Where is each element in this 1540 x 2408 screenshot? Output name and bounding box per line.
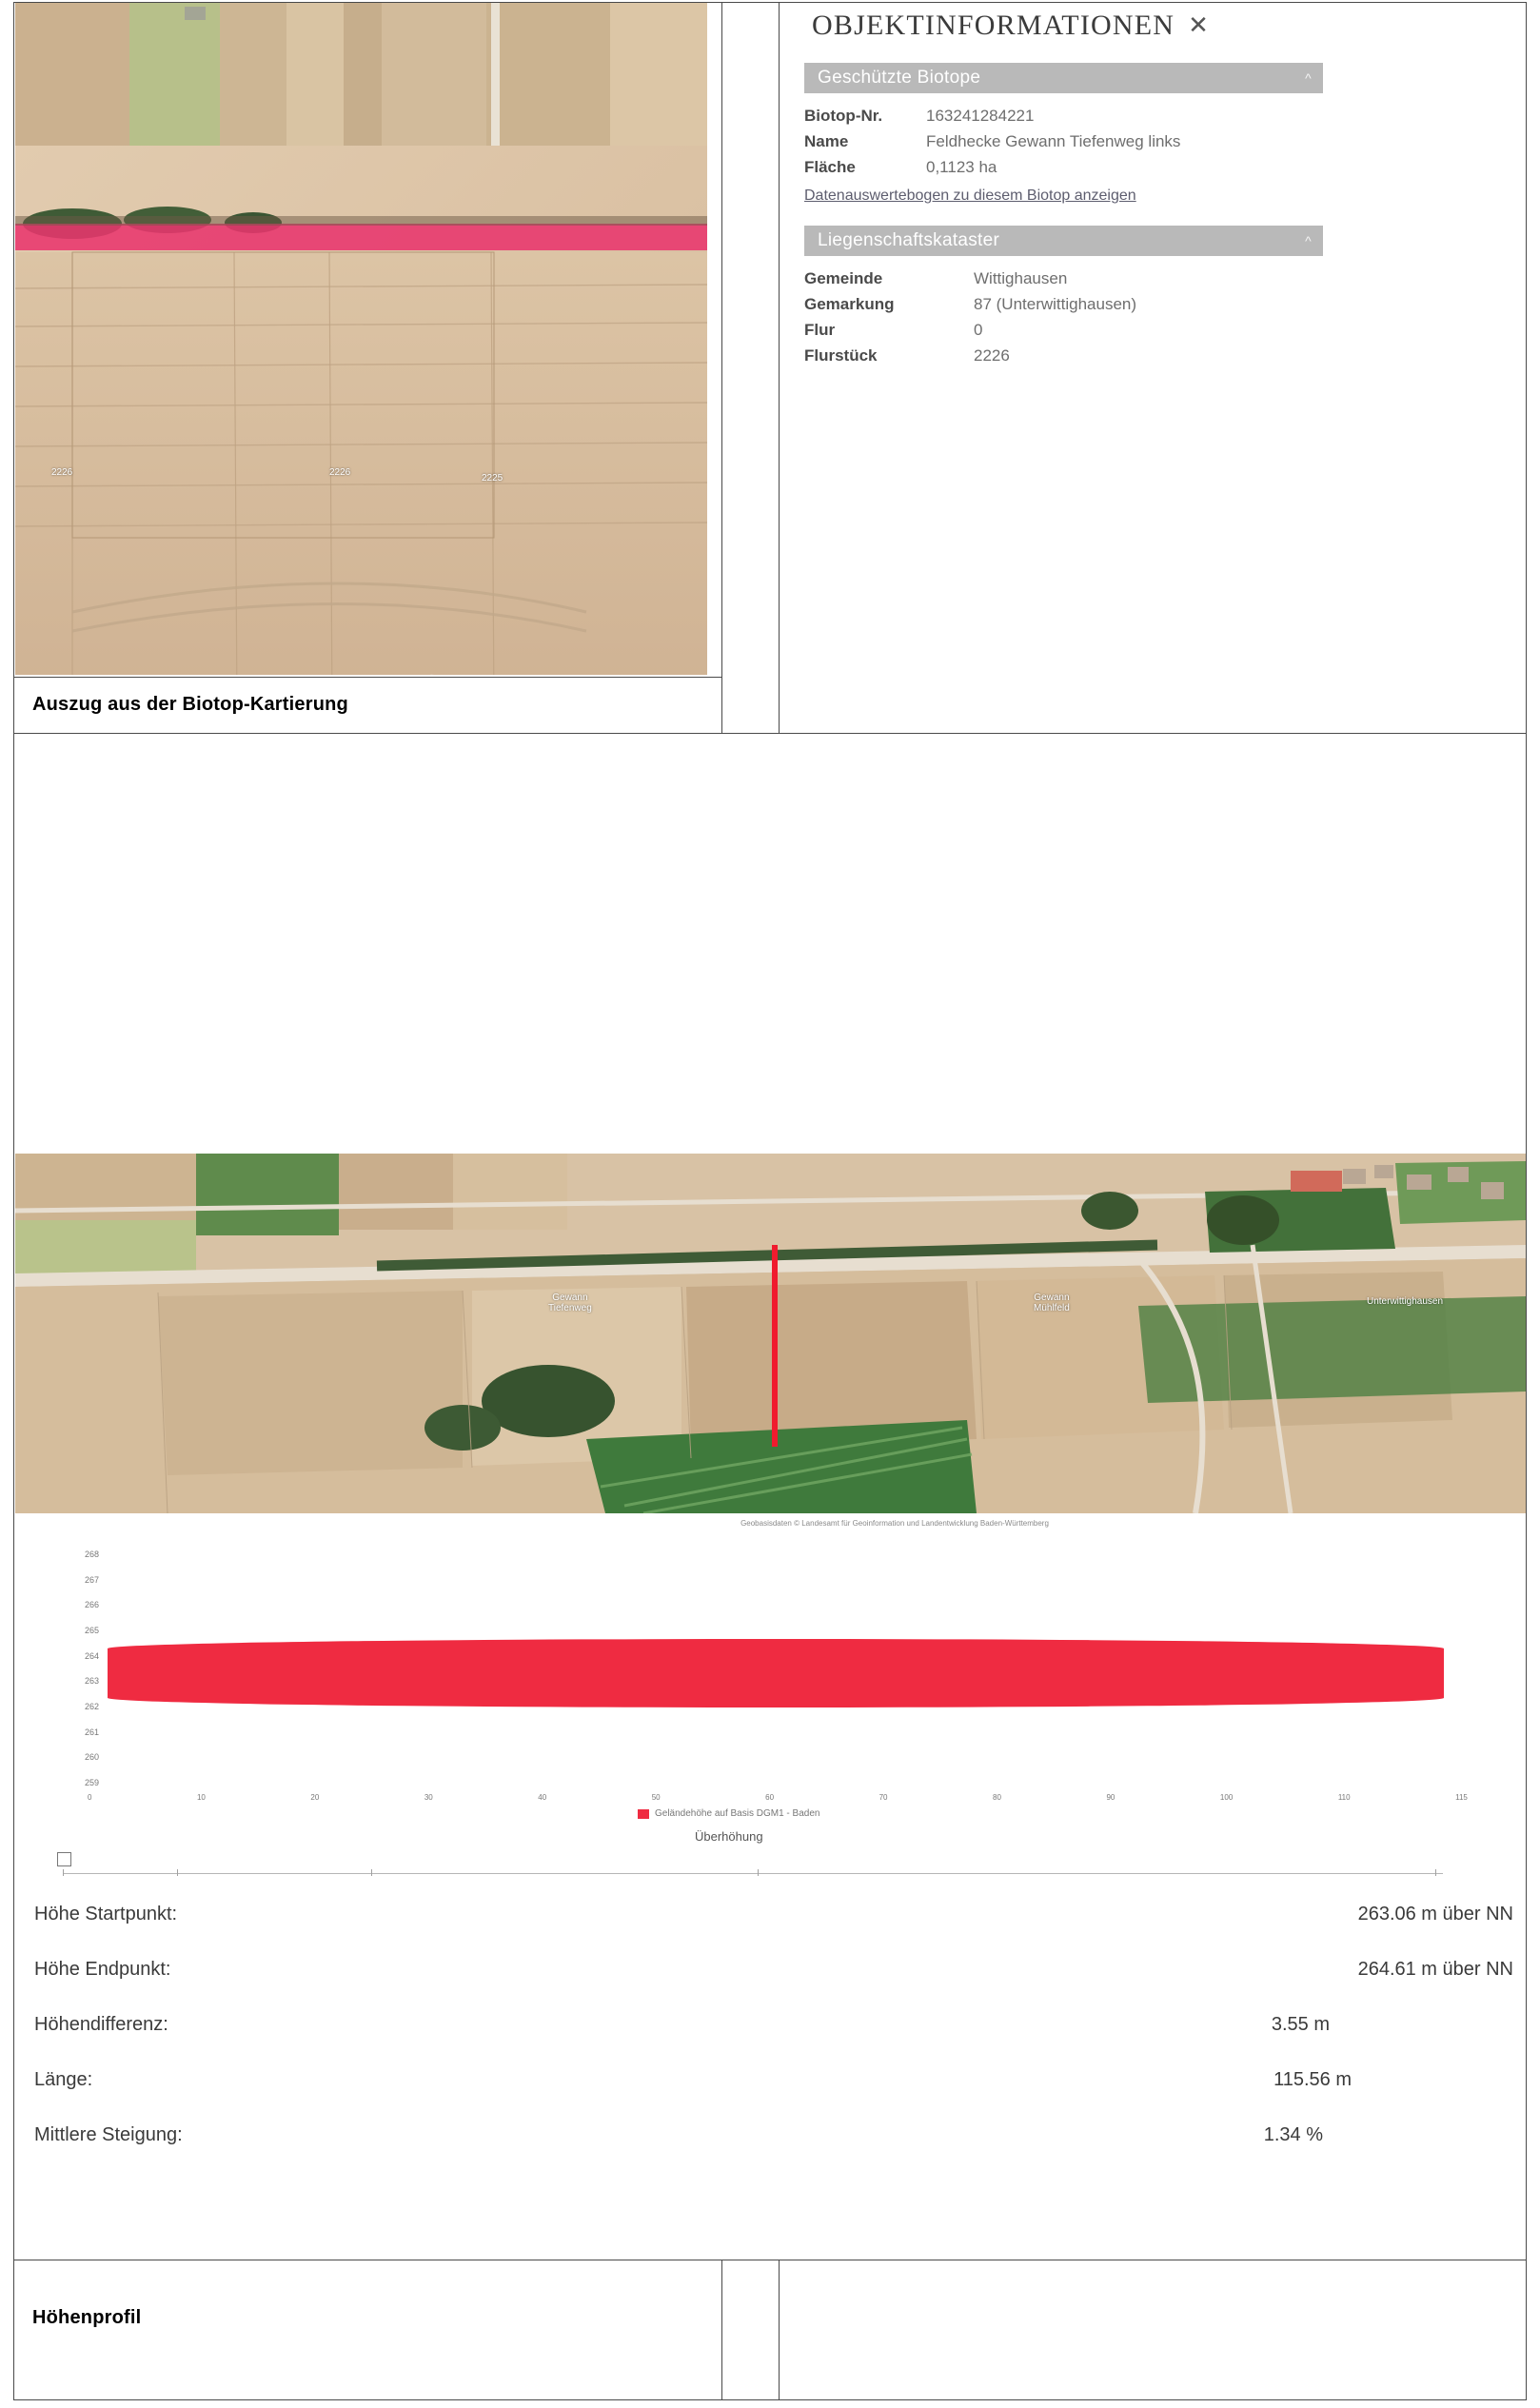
table-vline-left-bottom [721, 2260, 722, 2399]
detail-value: 2226 [974, 346, 1010, 365]
table-vline-left [721, 3, 722, 734]
slider-tick [371, 1869, 372, 1876]
parcel-label-1: 2226 [51, 467, 73, 478]
detail-value: 0,1123 ha [926, 158, 997, 176]
detail-key: Fläche [804, 158, 856, 176]
aerial-map-profile-image [15, 1154, 1526, 1513]
detail-key: Biotop-Nr. [804, 107, 883, 125]
detail-key: Gemarkung [804, 295, 895, 313]
profile-stats-table [34, 1904, 1519, 2180]
section-header-geschuetzte-biotope[interactable] [804, 63, 1323, 93]
x-tick: 20 [310, 1793, 320, 1802]
stats-value: 3.55 m [1271, 2014, 1330, 2035]
object-information-panel [804, 10, 1513, 676]
x-tick: 80 [993, 1793, 1001, 1802]
detail-key: Flur [804, 321, 836, 339]
x-tick: 50 [651, 1793, 661, 1802]
stats-label: Höhe Endpunkt: [34, 1959, 171, 1980]
y-tick: 268 [84, 1549, 99, 1559]
table-vline-right-bottom [779, 2260, 780, 2399]
height-profile-chart [29, 1523, 1513, 1885]
chart-x-axis-labels [88, 1793, 1468, 1802]
detail-row [804, 266, 1513, 291]
y-tick: 260 [84, 1752, 99, 1763]
x-tick: 40 [538, 1793, 547, 1802]
detail-row [804, 317, 1513, 343]
parcel-label-2: 2226 [329, 467, 351, 478]
detail-row [804, 103, 1513, 128]
stats-value: 115.56 m [1273, 2069, 1352, 2090]
x-tick: 100 [1219, 1793, 1234, 1802]
stats-label: Höhe Startpunkt: [34, 1904, 178, 1924]
legend-label: Geländehöhe auf Basis DGM1 - Baden [655, 1808, 820, 1819]
caption-biotop-kartierung: Auszug aus der Biotop-Kartierung [32, 694, 348, 715]
stats-row [34, 1904, 1519, 1959]
y-tick: 262 [84, 1701, 99, 1711]
aerial-label-unterwittighausen: Unterwittighausen [1367, 1296, 1444, 1307]
section-header-label: Geschützte Biotope [818, 68, 981, 88]
aerial-label-gewann-muehlfeld: Gewann Mühlfeld [1034, 1293, 1070, 1313]
detail-value: 163241284221 [926, 107, 1035, 125]
biotope-details [804, 103, 1513, 180]
stats-value: 1.34 % [1263, 2124, 1323, 2145]
chart-legend [638, 1808, 819, 1819]
y-tick: 266 [84, 1600, 99, 1610]
chart-plot-area [100, 1551, 1451, 1789]
y-tick: 264 [84, 1650, 99, 1661]
y-tick: 261 [84, 1727, 99, 1737]
parcel-label-3: 2225 [482, 473, 503, 484]
stats-row [34, 1959, 1519, 2014]
table-hline-row-top [14, 733, 1527, 734]
x-tick: 0 [88, 1793, 92, 1802]
slider-tick [758, 1869, 759, 1876]
datenauswertebogen-link[interactable]: Datenauswertebogen zu diesem Biotop anzeigen [804, 188, 1136, 204]
overheight-label: Überhöhung [695, 1829, 763, 1844]
detail-key: Flurstück [804, 346, 878, 365]
slider-checkbox[interactable] [57, 1852, 71, 1866]
x-tick: 30 [424, 1793, 433, 1802]
detail-value: 87 (Unterwittighausen) [974, 295, 1137, 313]
panel-title-row [804, 10, 1513, 42]
aerial-label-gewann-tiefenweg: Gewann Tiefenweg [548, 1293, 592, 1313]
stats-row [34, 2069, 1519, 2124]
elevation-area-series [108, 1639, 1444, 1707]
stats-label: Höhendifferenz: [34, 2014, 168, 2035]
stats-row [34, 2124, 1519, 2180]
x-tick: 110 [1337, 1793, 1351, 1802]
detail-value: 0 [974, 321, 983, 339]
detail-row [804, 343, 1513, 368]
section-header-liegenschaftskataster[interactable] [804, 226, 1323, 256]
overheight-slider[interactable] [57, 1852, 1466, 1879]
chart-y-axis-labels [72, 1549, 99, 1787]
x-tick: 90 [1106, 1793, 1116, 1802]
stats-label: Mittlere Steigung: [34, 2124, 183, 2145]
chevron-up-icon[interactable]: ^ [1305, 70, 1312, 86]
table-vline-right [779, 3, 780, 734]
detail-key: Name [804, 132, 849, 150]
y-tick: 259 [84, 1777, 99, 1787]
stats-row [34, 2014, 1519, 2069]
detail-value: Feldhecke Gewann Tiefenweg links [926, 132, 1181, 150]
detail-key: Gemeinde [804, 269, 883, 287]
detail-row [804, 154, 1513, 180]
slider-tick [1435, 1869, 1436, 1876]
section-header-label: Liegenschaftskataster [818, 230, 1000, 250]
detail-row [804, 128, 1513, 154]
aerial-map-profile[interactable] [15, 1154, 1526, 1513]
slider-tick [177, 1869, 178, 1876]
table-hline-caption-top [14, 677, 722, 678]
stats-value: 263.06 m über NN [1357, 1904, 1513, 1924]
y-tick: 263 [84, 1676, 99, 1687]
legend-swatch-icon [638, 1809, 649, 1819]
stats-value: 264.61 m über NN [1357, 1959, 1513, 1980]
close-icon[interactable]: ✕ [1188, 11, 1211, 39]
aerial-map-biotope-image [15, 3, 707, 675]
detail-value: Wittighausen [974, 269, 1068, 287]
kataster-details [804, 266, 1513, 368]
y-tick: 267 [84, 1574, 99, 1585]
chevron-up-icon[interactable]: ^ [1305, 233, 1312, 248]
x-tick: 10 [196, 1793, 206, 1802]
x-tick: 70 [879, 1793, 888, 1802]
y-tick: 265 [84, 1625, 99, 1635]
detail-row [804, 291, 1513, 317]
x-tick: 115 [1455, 1793, 1468, 1802]
aerial-map-biotope[interactable] [15, 3, 707, 675]
page-title: OBJEKTINFORMATIONEN [812, 10, 1175, 41]
slider-tick [63, 1869, 64, 1876]
x-tick: 60 [765, 1793, 775, 1802]
caption-hoehenprofil: Höhenprofil [32, 2307, 142, 2328]
slider-track[interactable] [63, 1873, 1443, 1874]
stats-label: Länge: [34, 2069, 93, 2090]
map-attribution: Geobasisdaten © Landesamt für Geoinformation und Landentwicklung Baden-Württemberg [740, 1519, 1049, 1528]
